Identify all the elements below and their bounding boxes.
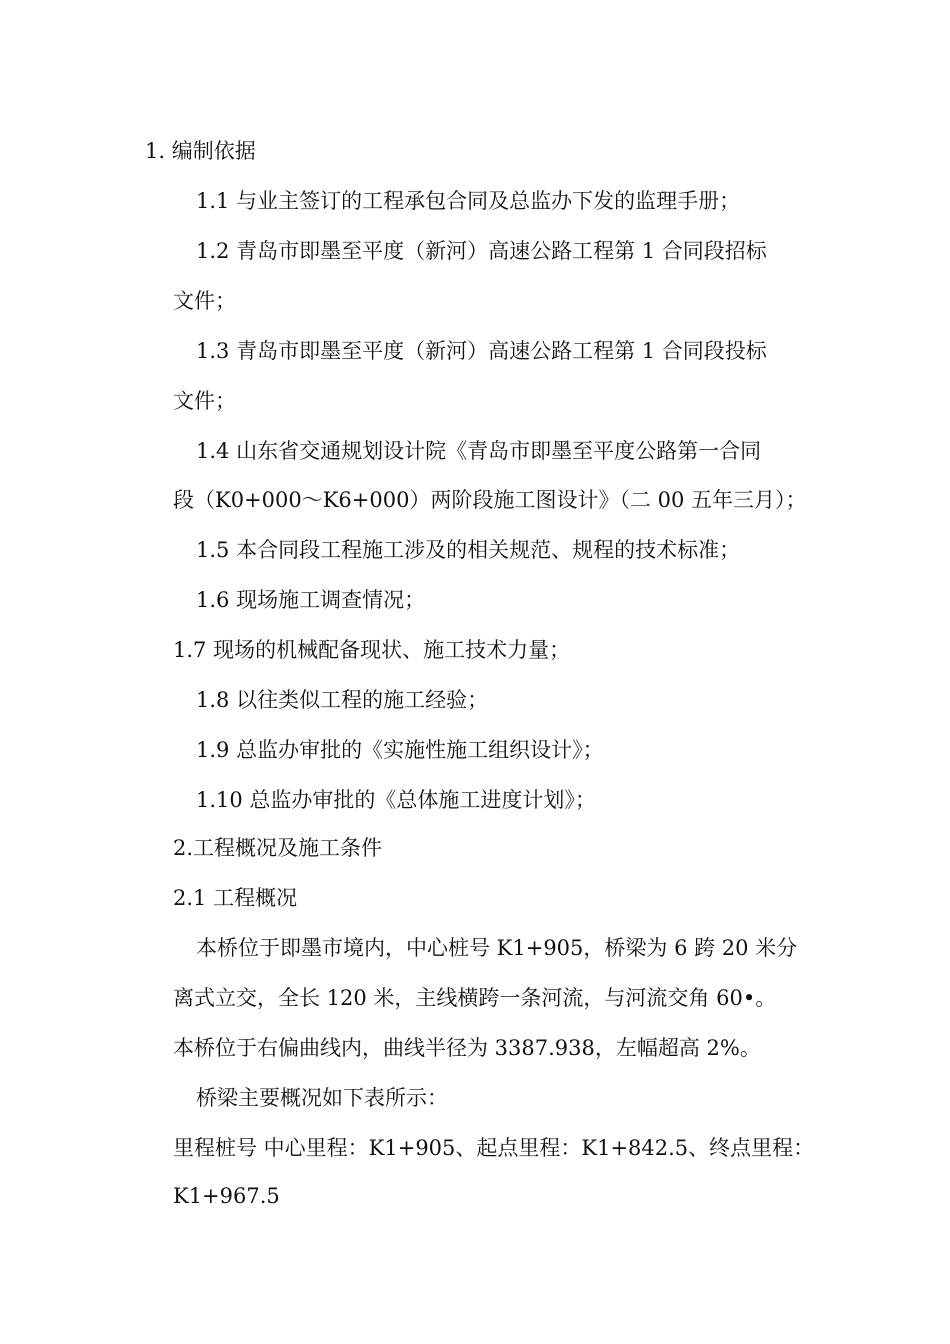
mileage-line-cont: K1+967.5 [173, 1184, 280, 1208]
list-item-1-4-cont: 段（K0+000～K6+000）两阶段施工图设计》（二 00 五年三月）； [173, 488, 807, 512]
heading-section-2-1: 2.1 工程概况 [173, 886, 298, 910]
paragraph-line: 本桥位于右偏曲线内，曲线半径为 3387.938，左幅超高 2%。 [173, 1036, 761, 1060]
list-item-1-10: 1.10 总监办审批的《总体施工进度计划》； [196, 788, 596, 812]
heading-section-1: 1. 编制依据 [145, 139, 256, 163]
list-item-1-6: 1.6 现场施工调查情况； [196, 588, 426, 612]
list-item-1-3: 1.3 青岛市即墨至平度（新河）高速公路工程第 1 合同段投标 [196, 339, 767, 363]
list-item-1-1: 1.1 与业主签订的工程承包合同及总监办下发的监理手册； [196, 189, 741, 213]
heading-section-2: 2.工程概况及施工条件 [173, 836, 383, 860]
paragraph-line: 桥梁主要概况如下表所示： [196, 1086, 448, 1110]
list-item-1-7: 1.7 现场的机械配备现状、施工技术力量； [173, 638, 571, 662]
list-item-1-2: 1.2 青岛市即墨至平度（新河）高速公路工程第 1 合同段招标 [196, 239, 767, 263]
list-item-1-4: 1.4 山东省交通规划设计院《青岛市即墨至平度公路第一合同 [196, 439, 762, 463]
paragraph-line: 离式立交，全长 120 米，主线横跨一条河流，与河流交角 60•。 [173, 986, 777, 1010]
list-item-1-3-cont: 文件； [173, 389, 236, 413]
mileage-line: 里程桩号 中心里程：K1+905、起点里程：K1+842.5、终点里程： [173, 1136, 815, 1160]
list-item-1-9: 1.9 总监办审批的《实施性施工组织设计》； [196, 738, 604, 762]
paragraph-line: 本桥位于即墨市境内，中心桩号 K1+905，桥梁为 6 跨 20 米分 [196, 936, 798, 960]
list-item-1-2-cont: 文件； [173, 289, 236, 313]
list-item-1-8: 1.8 以往类似工程的施工经验； [196, 688, 489, 712]
list-item-1-5: 1.5 本合同段工程施工涉及的相关规范、规程的技术标准； [196, 538, 741, 562]
